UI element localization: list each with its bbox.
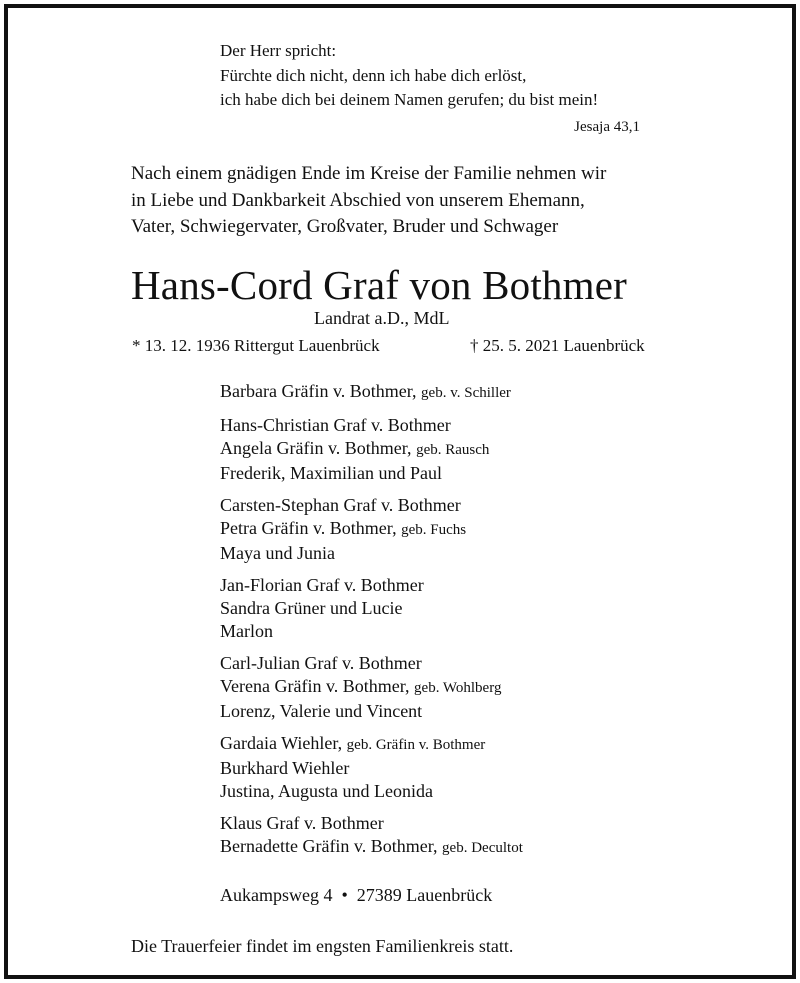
mourner-name: Marlon (220, 621, 273, 641)
mourner-line (220, 732, 523, 757)
address: Aukampsweg 4 • 27389 Lauenbrück (220, 885, 493, 905)
mourner-line (220, 517, 523, 542)
maiden-name: geb. Gräfin v. Bothmer (346, 737, 486, 753)
death-info: † 25. 5. 2021 Lauenbrück (470, 336, 645, 355)
mourner-line (220, 494, 523, 517)
family-group (220, 414, 523, 485)
obituary-notice (4, 4, 796, 979)
mourner-line (220, 812, 523, 835)
mourner-name: Barbara Gräfin v. Bothmer, (220, 381, 417, 401)
mourner-line (220, 414, 523, 437)
family-group (220, 732, 523, 803)
family-group (220, 494, 523, 565)
mourner-name: Jan-Florian Graf v. Bothmer (220, 575, 424, 595)
mourner-name: Verena Gräfin v. Bothmer, (220, 676, 410, 696)
bible-verse (220, 39, 598, 113)
deceased-name: Hans-Cord Graf von Bothmer (131, 262, 627, 308)
maiden-name: geb. Wohlberg (414, 680, 502, 696)
mourner-name: Justina, Augusta und Leonida (220, 781, 433, 801)
mourner-name: Klaus Graf v. Bothmer (220, 813, 384, 833)
maiden-name: geb. Decultot (442, 840, 523, 856)
family-group (220, 380, 523, 405)
mourner-line (220, 380, 523, 405)
mourner-name: Bernadette Gräfin v. Bothmer, (220, 836, 438, 856)
mourner-line (220, 620, 523, 643)
family-group (220, 652, 523, 723)
verse-line: ich habe dich bei deinem Namen gerufen; du bist mein! (220, 90, 599, 109)
verse-reference: Jesaja 43,1 (574, 119, 640, 135)
maiden-name: geb. v. Schiller (421, 385, 511, 401)
mourner-line (220, 675, 523, 700)
deceased-title: Landrat a.D., MdL (314, 308, 450, 328)
mourner-name: Gardaia Wiehler, (220, 733, 343, 753)
maiden-name: geb. Rausch (416, 442, 490, 458)
mourner-name: Frederik, Maximilian und Paul (220, 463, 442, 483)
mourner-name: Petra Gräfin v. Bothmer, (220, 518, 397, 538)
funeral-note: Die Trauerfeier findet im engsten Familienkreis statt. (131, 936, 514, 956)
mourner-name: Carl-Julian Graf v. Bothmer (220, 653, 422, 673)
mourner-name: Burkhard Wiehler (220, 758, 350, 778)
verse-line: Fürchte dich nicht, denn ich habe dich erlöst, (220, 65, 527, 85)
mourner-name: Angela Gräfin v. Bothmer, (220, 438, 412, 458)
mourner-line (220, 780, 523, 803)
mourner-name: Lorenz, Valerie und Vincent (220, 701, 423, 721)
mourner-name: Sandra Grüner und Lucie (220, 598, 403, 618)
mourner-name: Carsten-Stephan Graf v. Bothmer (220, 495, 461, 515)
intro-line: in Liebe und Dankbarkeit Abschied von unserem Ehemann, (131, 189, 585, 211)
mourner-line (220, 652, 523, 675)
mourners-list (220, 380, 523, 869)
family-group (220, 574, 523, 643)
mourner-line (220, 574, 523, 597)
maiden-name: geb. Fuchs (401, 522, 467, 538)
mourner-line (220, 597, 523, 620)
mourner-line (220, 437, 523, 462)
mourner-line (220, 462, 523, 485)
family-group (220, 812, 523, 860)
intro-text (131, 161, 606, 241)
birth-info: * 13. 12. 1936 Rittergut Lauenbrück (132, 336, 380, 355)
intro-line: Nach einem gnädigen Ende im Kreise der Familie nehmen wir (131, 163, 607, 184)
mourner-name: Hans-Christian Graf v. Bothmer (220, 415, 451, 435)
mourner-line (220, 757, 523, 780)
mourner-line (220, 542, 523, 565)
verse-line: Der Herr spricht: (220, 41, 337, 60)
intro-line: Vater, Schwiegervater, Großvater, Bruder und Schwager (131, 216, 559, 237)
mourner-name: Maya und Junia (220, 543, 335, 563)
mourner-line (220, 700, 523, 723)
mourner-line (220, 835, 523, 860)
